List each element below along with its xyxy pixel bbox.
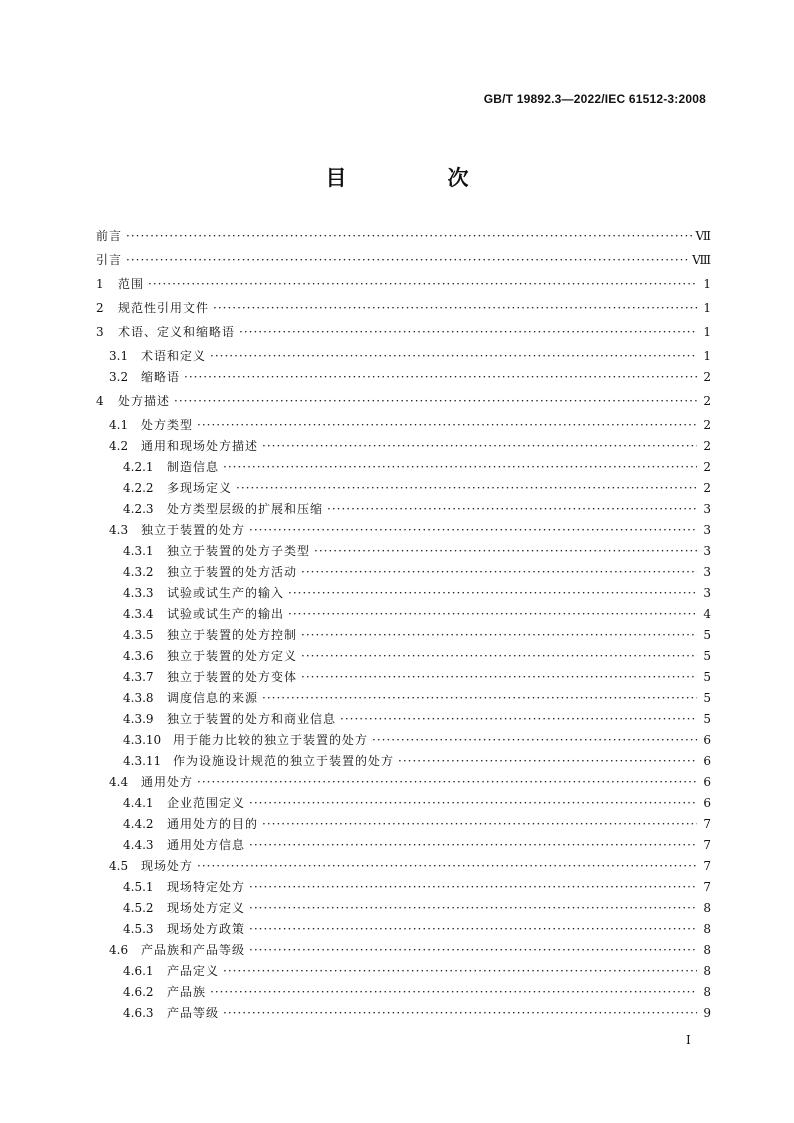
toc-entry-page: 1 bbox=[703, 325, 711, 339]
toc-entry[interactable] bbox=[96, 941, 711, 962]
toc-entry-page: 1 bbox=[703, 301, 711, 315]
toc-entry[interactable] bbox=[96, 479, 711, 500]
toc-entry-page: 2 bbox=[703, 394, 711, 408]
toc-entry-page: 5 bbox=[703, 649, 711, 663]
toc-entry-title: 现场处方定义 bbox=[167, 901, 246, 915]
toc-entry[interactable] bbox=[96, 392, 711, 413]
toc-entry-title: 用于能力比较的独立于装置的处方 bbox=[173, 733, 369, 747]
toc-entry-page: 3 bbox=[703, 565, 711, 579]
dot-leader bbox=[197, 859, 697, 873]
dot-leader bbox=[126, 253, 688, 267]
toc-entry-page: 7 bbox=[703, 859, 711, 873]
toc-entry-number: 4.3.4 bbox=[123, 607, 154, 621]
toc-entry[interactable] bbox=[96, 731, 711, 752]
toc-entry-title: 前言 bbox=[96, 229, 123, 243]
table-of-contents bbox=[96, 227, 711, 1025]
toc-entry[interactable] bbox=[96, 1004, 711, 1025]
dot-leader bbox=[249, 901, 697, 915]
dot-leader bbox=[288, 607, 697, 621]
toc-entry-title: 现场特定处方 bbox=[167, 880, 246, 894]
toc-entry-number: 4.3.1 bbox=[123, 544, 154, 558]
toc-entry-page: 5 bbox=[703, 691, 711, 705]
toc-entry-number: 4.2 bbox=[109, 439, 129, 453]
toc-entry-number: 4 bbox=[96, 394, 104, 408]
toc-entry-title: 独立于装置的处方定义 bbox=[167, 649, 298, 663]
toc-entry-number: 4.4.1 bbox=[123, 796, 154, 810]
toc-entry-page: 2 bbox=[703, 418, 711, 432]
dot-leader bbox=[301, 670, 697, 684]
toc-entry-title: 现场处方 bbox=[141, 859, 194, 873]
dot-leader bbox=[210, 985, 697, 999]
toc-entry-title: 制造信息 bbox=[167, 460, 220, 474]
toc-entry-number: 4.3.2 bbox=[123, 565, 154, 579]
toc-entry-number: 4.2.2 bbox=[123, 481, 154, 495]
toc-entry[interactable] bbox=[96, 458, 711, 479]
dot-leader bbox=[398, 754, 697, 768]
toc-entry-page: 7 bbox=[703, 817, 711, 831]
toc-entry-title: 独立于装置的处方控制 bbox=[167, 628, 298, 642]
toc-entry-title: 独立于装置的处方活动 bbox=[167, 565, 298, 579]
toc-entry-number: 4.5.3 bbox=[123, 922, 154, 936]
toc-entry-title: 通用处方 bbox=[141, 775, 194, 789]
toc-entry-number: 4.2.1 bbox=[123, 460, 154, 474]
toc-entry-page: 7 bbox=[703, 880, 711, 894]
toc-entry[interactable] bbox=[96, 962, 711, 983]
dot-leader bbox=[249, 922, 697, 936]
dot-leader bbox=[213, 301, 697, 315]
dot-leader bbox=[249, 943, 697, 957]
toc-entry-page: 6 bbox=[703, 733, 711, 747]
toc-entry[interactable] bbox=[96, 668, 711, 689]
toc-entry-number: 4.6.1 bbox=[123, 964, 154, 978]
toc-entry-page: 8 bbox=[703, 985, 711, 999]
toc-entry-number: 4.3.7 bbox=[123, 670, 154, 684]
toc-entry-page: 4 bbox=[703, 607, 711, 621]
dot-leader bbox=[148, 277, 697, 291]
toc-entry-page: 2 bbox=[703, 481, 711, 495]
toc-entry-number: 4.3.3 bbox=[123, 586, 154, 600]
toc-entry-title: 处方类型层级的扩展和压缩 bbox=[167, 502, 324, 516]
toc-entry-number: 4.4 bbox=[109, 775, 129, 789]
toc-entry-number: 3.2 bbox=[109, 370, 129, 384]
toc-entry-title: 作为设施设计规范的独立于装置的处方 bbox=[173, 754, 395, 768]
toc-entry-number: 4.2.3 bbox=[123, 502, 154, 516]
toc-entry[interactable] bbox=[96, 347, 711, 368]
toc-entry[interactable] bbox=[96, 626, 711, 647]
toc-entry-page: 2 bbox=[703, 370, 711, 384]
toc-entry-page: 1 bbox=[703, 349, 711, 363]
dot-leader bbox=[262, 439, 697, 453]
toc-entry[interactable] bbox=[96, 836, 711, 857]
toc-entry-title: 通用处方的目的 bbox=[167, 817, 259, 831]
toc-entry[interactable] bbox=[96, 437, 711, 458]
toc-entry-number: 4.1 bbox=[109, 418, 129, 432]
toc-entry[interactable] bbox=[96, 920, 711, 941]
toc-entry-number: 4.3.9 bbox=[123, 712, 154, 726]
toc-entry-page: 2 bbox=[703, 439, 711, 453]
toc-entry-title: 独立于装置的处方变体 bbox=[167, 670, 298, 684]
toc-entry[interactable] bbox=[96, 542, 711, 563]
toc-entry-title: 企业范围定义 bbox=[167, 796, 246, 810]
toc-entry-title: 独立于装置的处方子类型 bbox=[167, 544, 311, 558]
toc-entry[interactable] bbox=[96, 323, 711, 344]
toc-entry-page: 8 bbox=[703, 901, 711, 915]
toc-entry-page: Ⅷ bbox=[692, 253, 711, 267]
dot-leader bbox=[314, 544, 697, 558]
toc-entry[interactable] bbox=[96, 584, 711, 605]
toc-entry-number: 4.5.2 bbox=[123, 901, 154, 915]
page-title: 目 次 bbox=[325, 166, 509, 190]
toc-entry-title: 术语、定义和缩略语 bbox=[118, 325, 236, 339]
toc-entry-number: 4.5.1 bbox=[123, 880, 154, 894]
toc-entry-number: 4.3.10 bbox=[123, 733, 162, 747]
dot-leader bbox=[223, 964, 697, 978]
toc-entry-title: 多现场定义 bbox=[167, 481, 233, 495]
toc-entry[interactable] bbox=[96, 368, 711, 389]
dot-leader bbox=[262, 817, 697, 831]
toc-entry-number: 4.6.2 bbox=[123, 985, 154, 999]
toc-entry-title: 引言 bbox=[96, 253, 123, 267]
toc-entry-page: 5 bbox=[703, 670, 711, 684]
toc-entry-title: 调度信息的来源 bbox=[167, 691, 259, 705]
dot-leader bbox=[249, 838, 697, 852]
toc-entry[interactable] bbox=[96, 773, 711, 794]
toc-entry-title: 独立于装置的处方 bbox=[141, 523, 246, 537]
toc-entry[interactable] bbox=[96, 299, 711, 320]
toc-entry[interactable] bbox=[96, 983, 711, 1004]
dot-leader bbox=[327, 502, 697, 516]
toc-entry-title: 处方描述 bbox=[118, 394, 171, 408]
toc-entry-number: 4.6 bbox=[109, 943, 129, 957]
toc-entry-number: 4.4.2 bbox=[123, 817, 154, 831]
toc-entry-page: 7 bbox=[703, 838, 711, 852]
toc-entry-number: 1 bbox=[96, 277, 104, 291]
toc-entry-title: 范围 bbox=[118, 277, 145, 291]
toc-entry-title: 通用处方信息 bbox=[167, 838, 246, 852]
toc-entry[interactable] bbox=[96, 857, 711, 878]
toc-entry[interactable] bbox=[96, 899, 711, 920]
dot-leader bbox=[223, 460, 697, 474]
dot-leader bbox=[210, 349, 697, 363]
toc-entry[interactable] bbox=[96, 521, 711, 542]
dot-leader bbox=[126, 229, 691, 243]
toc-entry-number: 4.3.6 bbox=[123, 649, 154, 663]
toc-entry[interactable] bbox=[96, 794, 711, 815]
toc-entry[interactable] bbox=[96, 815, 711, 836]
toc-entry-number: 4.3.5 bbox=[123, 628, 154, 642]
toc-entry-page: 3 bbox=[703, 586, 711, 600]
toc-entry-title: 规范性引用文件 bbox=[118, 301, 210, 315]
toc-entry[interactable] bbox=[96, 647, 711, 668]
toc-entry-page: 1 bbox=[703, 277, 711, 291]
toc-entry-title: 现场处方政策 bbox=[167, 922, 246, 936]
dot-leader bbox=[262, 691, 697, 705]
toc-entry-title: 缩略语 bbox=[141, 370, 181, 384]
toc-entry[interactable] bbox=[96, 710, 711, 731]
toc-entry-number: 2 bbox=[96, 301, 104, 315]
toc-entry-number: 4.3.8 bbox=[123, 691, 154, 705]
toc-entry-title: 术语和定义 bbox=[141, 349, 207, 363]
dot-leader bbox=[249, 523, 697, 537]
toc-entry-page: 8 bbox=[703, 964, 711, 978]
toc-entry-number: 4.3.11 bbox=[123, 754, 162, 768]
dot-leader bbox=[288, 586, 697, 600]
dot-leader bbox=[372, 733, 697, 747]
toc-entry[interactable] bbox=[96, 227, 711, 248]
toc-entry-title: 试验或试生产的输入 bbox=[167, 586, 285, 600]
toc-entry-number: 4.3 bbox=[109, 523, 129, 537]
toc-entry-page: 6 bbox=[703, 796, 711, 810]
toc-entry-number: 3 bbox=[96, 325, 104, 339]
toc-entry-number: 4.5 bbox=[109, 859, 129, 873]
toc-entry[interactable] bbox=[96, 878, 711, 899]
toc-entry-title: 处方类型 bbox=[141, 418, 194, 432]
dot-leader bbox=[301, 628, 697, 642]
toc-entry[interactable] bbox=[96, 605, 711, 626]
toc-entry-page: 5 bbox=[703, 712, 711, 726]
toc-entry[interactable] bbox=[96, 275, 711, 296]
toc-entry-page: 3 bbox=[703, 523, 711, 537]
toc-entry[interactable] bbox=[96, 563, 711, 584]
toc-entry-title: 试验或试生产的输出 bbox=[167, 607, 285, 621]
toc-entry-page: 6 bbox=[703, 754, 711, 768]
toc-entry-page: 2 bbox=[703, 460, 711, 474]
dot-leader bbox=[197, 775, 697, 789]
toc-entry-page: 5 bbox=[703, 628, 711, 642]
toc-entry-title: 独立于装置的处方和商业信息 bbox=[167, 712, 337, 726]
toc-entry[interactable] bbox=[96, 251, 711, 272]
dot-leader bbox=[197, 418, 697, 432]
page-number: Ⅰ bbox=[686, 1033, 691, 1047]
dot-leader bbox=[239, 325, 697, 339]
toc-entry-page: 9 bbox=[703, 1006, 711, 1020]
standard-code: GB/T 19892.3—2022/IEC 61512-3:2008 bbox=[483, 92, 706, 106]
toc-entry-page: 8 bbox=[703, 922, 711, 936]
toc-entry-title: 产品定义 bbox=[167, 964, 220, 978]
toc-entry-title: 产品族和产品等级 bbox=[141, 943, 246, 957]
dot-leader bbox=[236, 481, 697, 495]
dot-leader bbox=[223, 1006, 697, 1020]
dot-leader bbox=[340, 712, 697, 726]
toc-entry-number: 4.6.3 bbox=[123, 1006, 154, 1020]
toc-entry-page: Ⅶ bbox=[695, 229, 711, 243]
toc-entry-title: 产品族 bbox=[167, 985, 207, 999]
dot-leader bbox=[174, 394, 697, 408]
toc-entry-page: 8 bbox=[703, 943, 711, 957]
toc-entry[interactable] bbox=[96, 752, 711, 773]
dot-leader bbox=[301, 649, 697, 663]
dot-leader bbox=[301, 565, 697, 579]
toc-entry-title: 产品等级 bbox=[167, 1006, 220, 1020]
toc-entry[interactable] bbox=[96, 416, 711, 437]
toc-entry-number: 3.1 bbox=[109, 349, 129, 363]
dot-leader bbox=[184, 370, 697, 384]
toc-entry-title: 通用和现场处方描述 bbox=[141, 439, 259, 453]
toc-entry[interactable] bbox=[96, 689, 711, 710]
toc-entry-page: 6 bbox=[703, 775, 711, 789]
toc-entry-number: 4.4.3 bbox=[123, 838, 154, 852]
toc-entry[interactable] bbox=[96, 500, 711, 521]
dot-leader bbox=[249, 880, 697, 894]
dot-leader bbox=[249, 796, 697, 810]
toc-entry-page: 3 bbox=[703, 502, 711, 516]
toc-entry-page: 3 bbox=[703, 544, 711, 558]
